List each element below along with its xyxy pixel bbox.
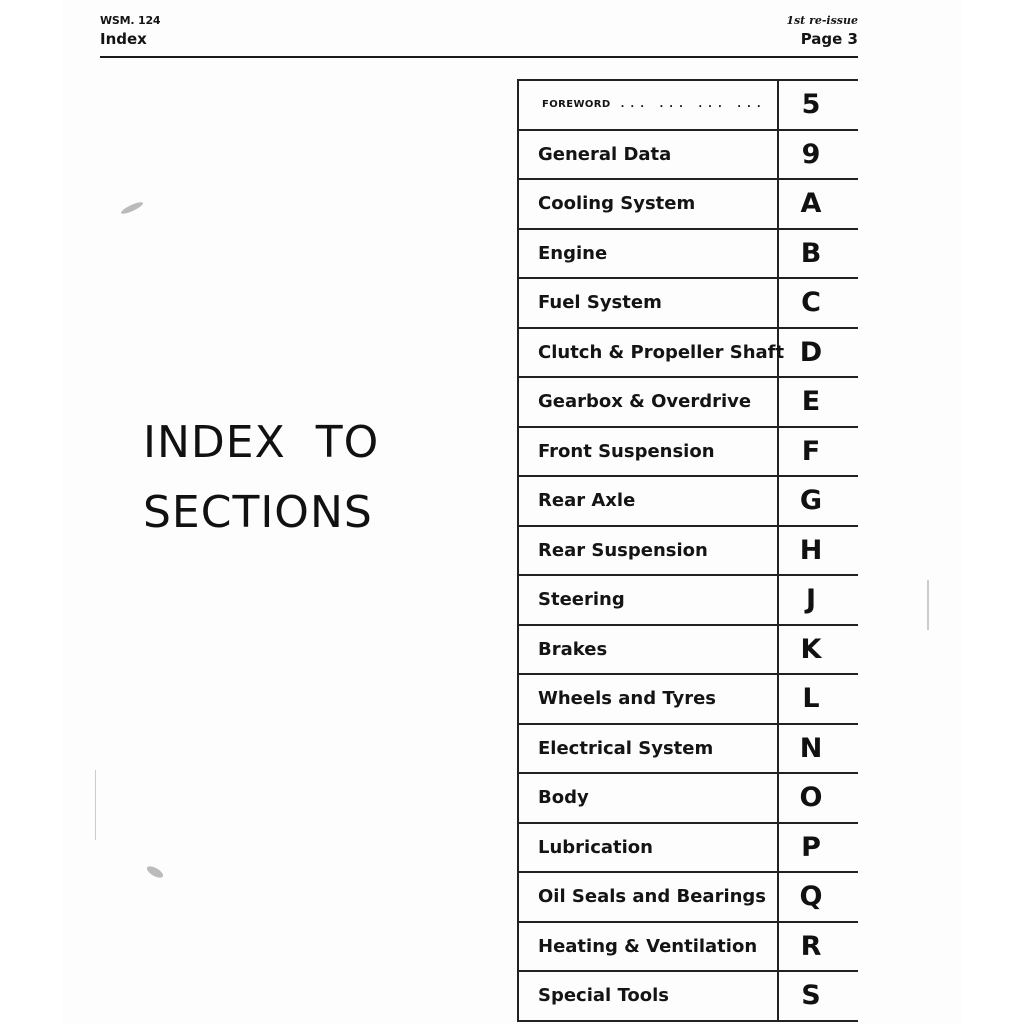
index-row-name: Gearbox & Overdrive: [517, 378, 779, 426]
index-row-lubrication[interactable]: [517, 824, 858, 874]
header-left: [100, 13, 160, 49]
index-row-name: Front Suspension: [517, 428, 779, 476]
index-row-name: Lubrication: [517, 824, 779, 872]
index-row-name: Heating & Ventilation: [517, 923, 779, 971]
index-row-cooling-system[interactable]: [517, 180, 858, 230]
index-row-foreword[interactable]: [517, 81, 858, 131]
index-row-name: Fuel System: [517, 279, 779, 327]
index-row-name: Body: [517, 774, 779, 822]
index-row-name: FOREWORD: [542, 99, 611, 111]
index-row-name: Steering: [517, 576, 779, 624]
index-row-code: H: [799, 534, 823, 566]
index-row-name: Wheels and Tyres: [517, 675, 779, 723]
index-row-code: B: [800, 237, 822, 269]
index-table: [517, 79, 858, 1022]
page-title-line-2: SECTIONS: [143, 487, 373, 538]
index-row-code: K: [800, 633, 822, 665]
leader-dots: ... ... ... ...: [620, 99, 767, 111]
index-row-heating[interactable]: [517, 923, 858, 973]
index-row-wheels-tyres[interactable]: [517, 675, 858, 725]
page-title-line-1: INDEX TO: [143, 417, 380, 468]
index-row-name: Cooling System: [517, 180, 779, 228]
index-row-clutch[interactable]: [517, 329, 858, 379]
header-right: [700, 13, 858, 49]
scan-speck: [927, 580, 929, 630]
index-row-name: Rear Suspension: [517, 527, 779, 575]
index-row-name: Oil Seals and Bearings: [517, 873, 779, 921]
index-row-code: G: [799, 485, 823, 517]
index-row-name: Rear Axle: [517, 477, 779, 525]
index-row-code: D: [799, 336, 823, 368]
index-row-rear-axle[interactable]: [517, 477, 858, 527]
index-row-oil-seals[interactable]: [517, 873, 858, 923]
index-row-code: F: [801, 435, 821, 467]
page-number: Page 3: [800, 30, 858, 48]
index-row-code: 5: [801, 89, 821, 121]
index-row-code: 9: [801, 138, 821, 170]
index-row-code: N: [799, 732, 823, 764]
index-row-general-data[interactable]: [517, 131, 858, 181]
index-row-code: J: [805, 584, 817, 616]
index-row-code: R: [800, 930, 822, 962]
index-row-name: Engine: [517, 230, 779, 278]
index-row-rear-suspension[interactable]: [517, 527, 858, 577]
index-row-name: Clutch & Propeller Shaft: [517, 329, 779, 377]
header-rule: [100, 56, 858, 58]
scan-speck: [95, 770, 96, 840]
index-row-code: A: [800, 188, 822, 220]
index-row-name: Special Tools: [517, 972, 779, 1020]
issue-label: 1st re-issue: [786, 14, 858, 27]
index-row-code: P: [801, 831, 821, 863]
index-row-code: C: [801, 287, 821, 319]
index-row-code: S: [801, 980, 821, 1012]
index-row-code: O: [799, 782, 823, 814]
index-row-code: Q: [799, 881, 823, 913]
index-row-name: Brakes: [517, 626, 779, 674]
doc-reference: WSM. 124: [100, 14, 161, 27]
index-row-name: General Data: [517, 131, 779, 179]
index-row-name: Electrical System: [517, 725, 779, 773]
index-row-electrical[interactable]: [517, 725, 858, 775]
index-row-code: E: [801, 386, 821, 418]
page-title: [143, 408, 379, 548]
index-row-special-tools[interactable]: [517, 972, 858, 1022]
index-row-engine[interactable]: [517, 230, 858, 280]
index-row-brakes[interactable]: [517, 626, 858, 676]
index-row-fuel-system[interactable]: [517, 279, 858, 329]
index-row-steering[interactable]: [517, 576, 858, 626]
index-row-body[interactable]: [517, 774, 858, 824]
index-row-gearbox[interactable]: [517, 378, 858, 428]
index-row-front-suspension[interactable]: [517, 428, 858, 478]
index-row-code: L: [802, 683, 820, 715]
section-label: Index: [100, 30, 147, 48]
